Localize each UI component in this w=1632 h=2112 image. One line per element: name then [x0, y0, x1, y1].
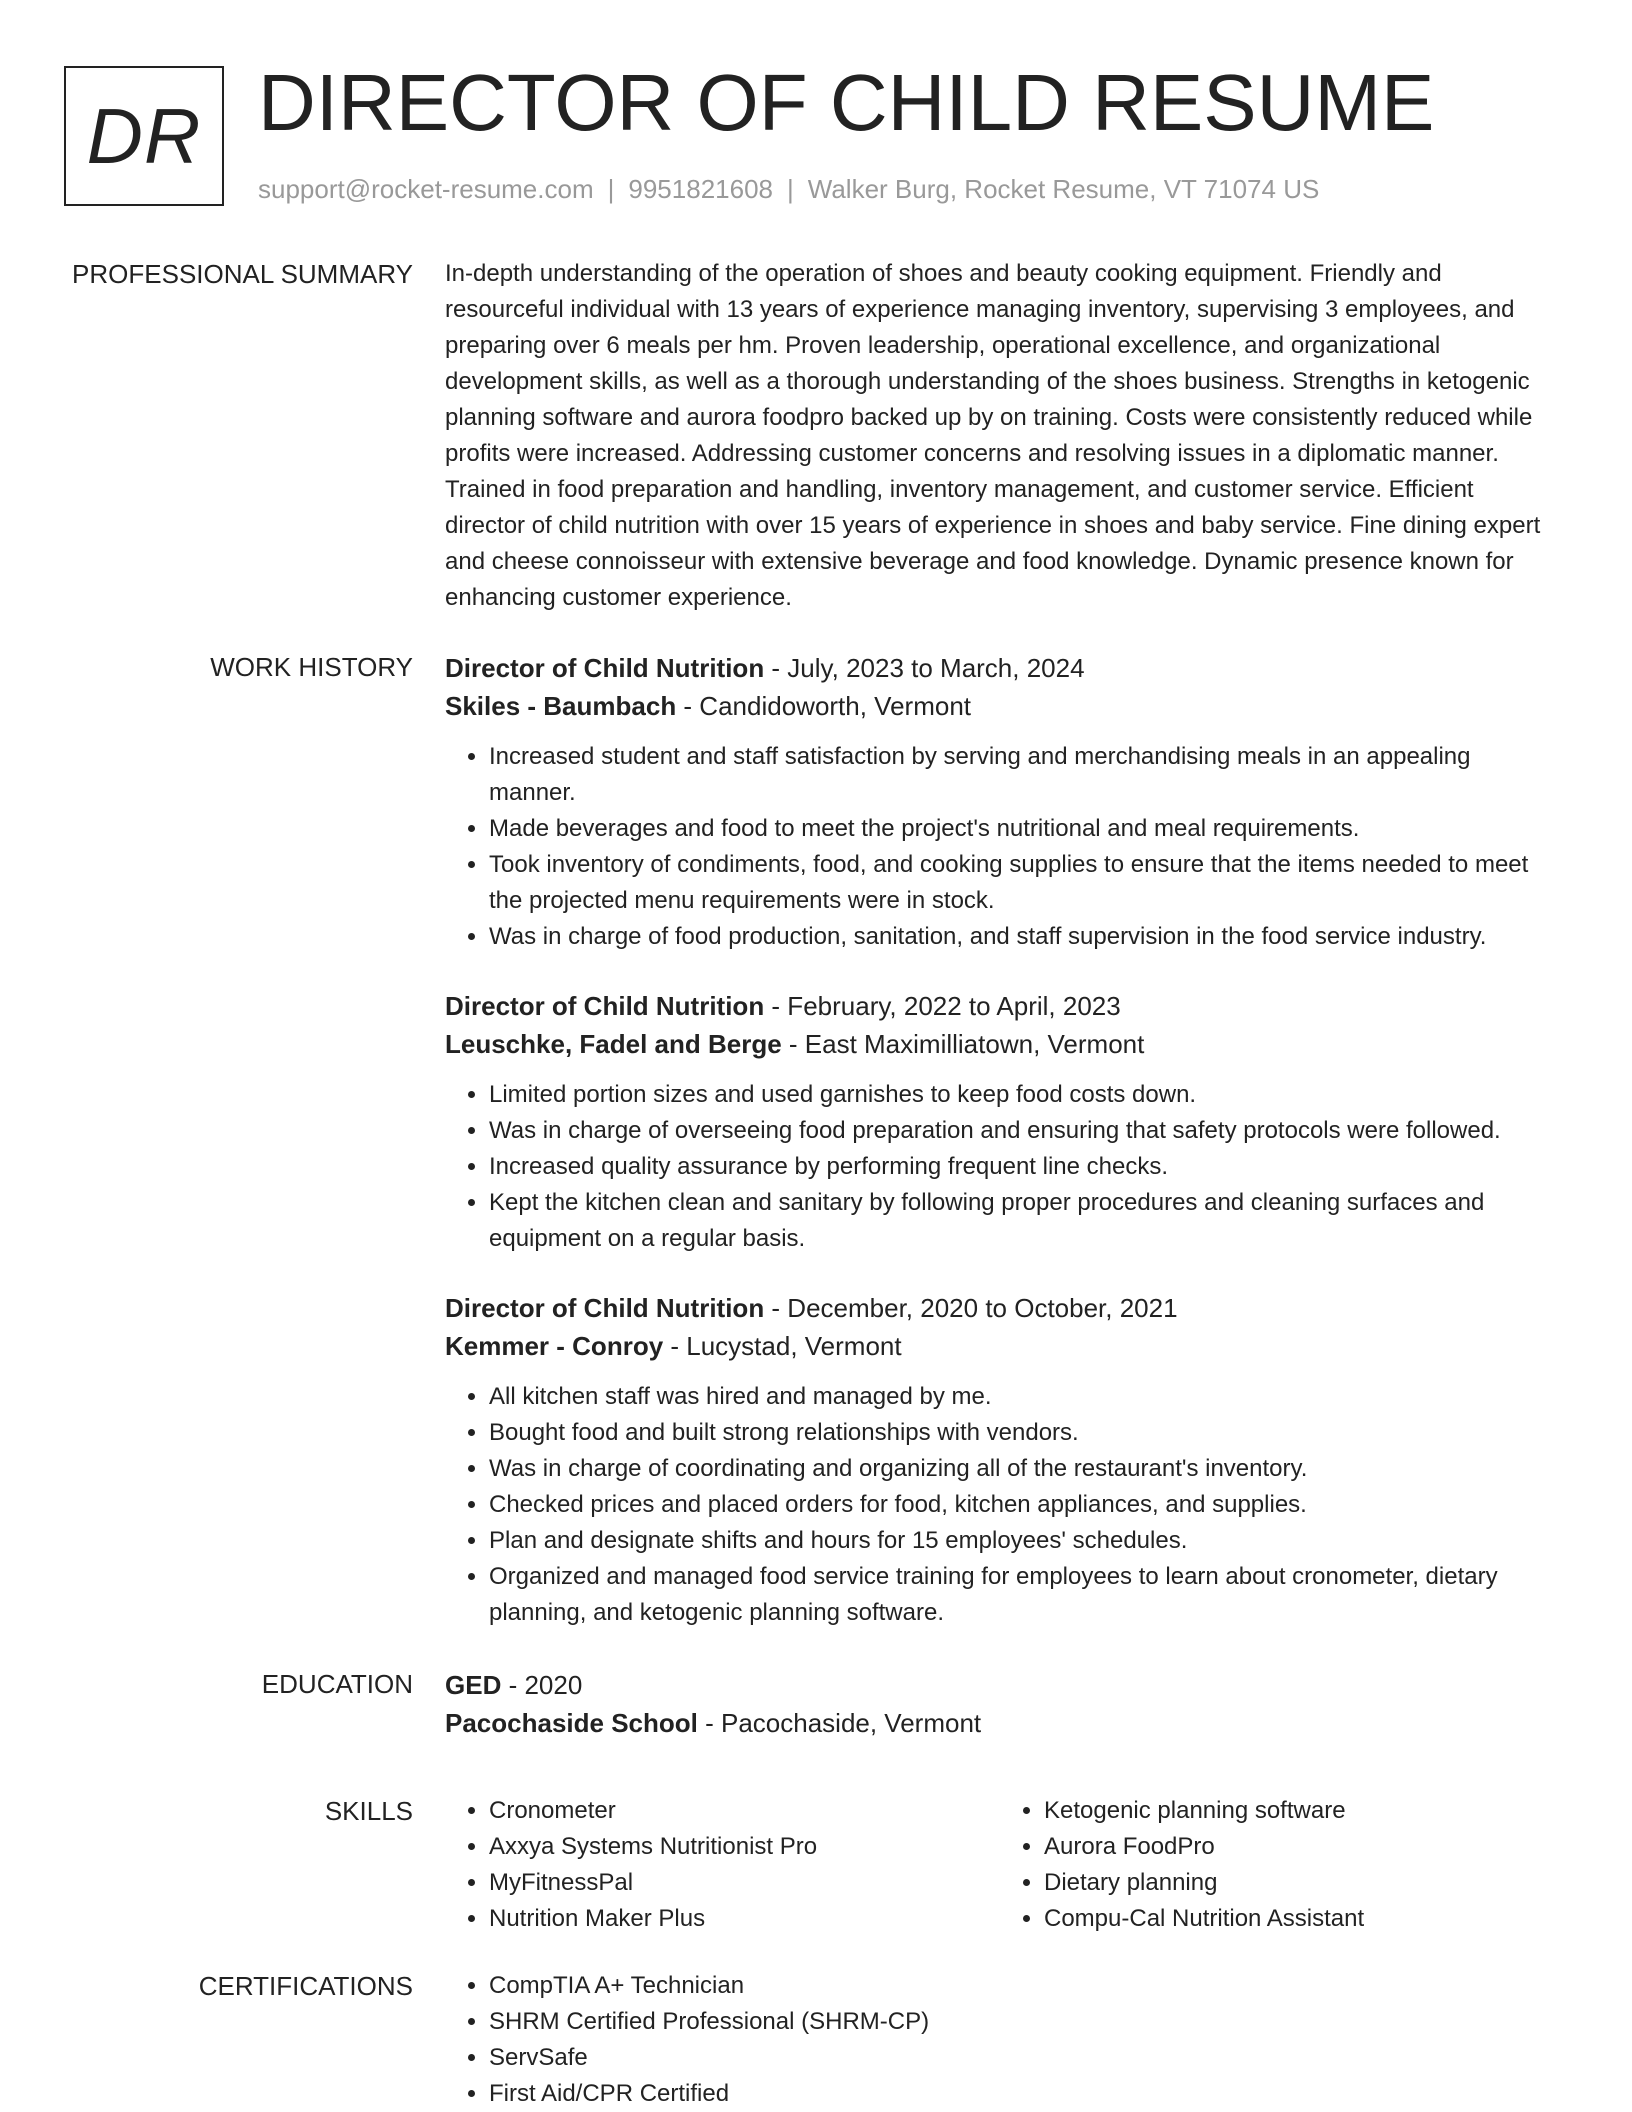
job-title-line: [445, 649, 1555, 687]
list-item: • Checked prices and placed orders for food, kitchen appliances, and supplies.: [489, 1487, 1555, 1523]
job-title: Director of Child Nutrition: [445, 991, 765, 1021]
education-degree: GED: [445, 1670, 502, 1700]
list-item: • Nutrition Maker Plus: [489, 1901, 1000, 1937]
list-item: • Plan and designate shifts and hours for 15 employees' schedules.: [489, 1523, 1555, 1559]
resume-title: DIRECTOR OF CHILD RESUME: [258, 58, 1435, 147]
contact-line: [258, 174, 1319, 205]
job-entry: [445, 649, 1555, 955]
list-item: • Was in charge of food production, sanitation, and staff supervision in the food service industry.: [489, 919, 1555, 955]
job-dates: - December, 2020 to October, 2021: [764, 1293, 1178, 1323]
skills-body: [445, 1793, 1555, 1937]
job-company-line: [445, 1327, 1555, 1365]
job-dates: - February, 2022 to April, 2023: [764, 991, 1121, 1021]
job-location: - Candidoworth, Vermont: [676, 691, 972, 721]
job-bullets: [445, 1077, 1555, 1257]
job-location: - East Maximilliatown, Vermont: [781, 1029, 1145, 1059]
contact-separator: |: [787, 174, 794, 204]
work-history-body: [445, 649, 1555, 1663]
education-location: - Pacochaside, Vermont: [697, 1708, 982, 1738]
list-item: • Kept the kitchen clean and sanitary by following proper procedures and cleaning surfaces and equipment on a regular basis.: [489, 1185, 1555, 1257]
job-bullets: [445, 739, 1555, 955]
skills-list-right: [1000, 1793, 1555, 1937]
education-degree-line: [445, 1666, 1555, 1704]
contact-separator: |: [607, 174, 615, 204]
job-dates: - July, 2023 to March, 2024: [764, 653, 1085, 683]
list-item: • Aurora FoodPro: [1044, 1829, 1555, 1865]
job-bullets: [445, 1379, 1555, 1631]
list-item: • Dietary planning: [1044, 1865, 1555, 1901]
list-item: • CompTIA A+ Technician: [489, 1968, 1555, 2004]
job-entry: [445, 987, 1555, 1257]
section-label-certifications: CERTIFICATIONS: [198, 1971, 413, 2001]
list-item: • Ketogenic planning software: [1044, 1793, 1555, 1829]
list-item: • MyFitnessPal: [489, 1865, 1000, 1901]
contact-phone: 9951821608: [628, 174, 773, 204]
job-title: Director of Child Nutrition: [445, 653, 765, 683]
job-company-line: [445, 687, 1555, 725]
monogram: DR: [64, 66, 224, 206]
section-label-work-history: WORK HISTORY: [210, 652, 413, 682]
job-company: Skiles - Baumbach: [445, 691, 677, 721]
job-company: Leuschke, Fadel and Berge: [445, 1029, 782, 1059]
section-label-education: EDUCATION: [261, 1669, 413, 1699]
job-title-line: [445, 1289, 1555, 1327]
summary-text: In-depth understanding of the operation of shoes and beauty cooking equipment. Friendly and resourceful individual with 13 years of experience managing inventory, supervising 3 employees, and preparing over 6 meals per hm. Proven leadership, operational excellence, and organizational development skills, as well as a thorough understanding of the shoes business. Strengths in ketogenic planning software and aurora foodpro backed up by on training. Costs were consistently reduced while profits were increased. Addressing customer concerns and resolving issues in a diplomatic manner. Trained in food preparation and handling, inventory management, and customer service. Efficient director of child nutrition with over 15 years of experience in shoes and baby service. Fine dining expert and cheese connoisseur with extensive beverage and food knowledge. Dynamic presence known for enhancing customer experience.: [445, 260, 1541, 611]
job-title-line: [445, 987, 1555, 1025]
list-item: • Increased student and staff satisfaction by serving and merchandising meals in an appealing manner.: [489, 739, 1555, 811]
certifications-list: [445, 1968, 1555, 2112]
list-item: • First Aid/CPR Certified: [489, 2076, 1555, 2112]
contact-email: support@rocket-resume.com: [258, 174, 594, 204]
list-item: • SHRM Certified Professional (SHRM-CP): [489, 2004, 1555, 2040]
section-label-summary: PROFESSIONAL SUMMARY: [72, 259, 413, 289]
job-company: Kemmer - Conroy: [445, 1331, 664, 1361]
education-school-line: [445, 1704, 1555, 1742]
skills-list-left: [445, 1793, 1000, 1937]
job-location: - Lucystad, Vermont: [663, 1331, 902, 1361]
job-company-line: [445, 1025, 1555, 1063]
list-item: • Took inventory of condiments, food, and cooking supplies to ensure that the items needed to meet the projected menu requirements were in stock.: [489, 847, 1555, 919]
section-label-skills: SKILLS: [324, 1796, 413, 1826]
list-item: • Cronometer: [489, 1793, 1000, 1829]
list-item: • Was in charge of coordinating and organizing all of the restaurant's inventory.: [489, 1451, 1555, 1487]
list-item: • Organized and managed food service training for employees to learn about cronometer, dietary planning, and ketogenic planning software.: [489, 1559, 1555, 1631]
education-body: [445, 1666, 1555, 1742]
education-year: - 2020: [501, 1670, 583, 1700]
list-item: • ServSafe: [489, 2040, 1555, 2076]
list-item: • Bought food and built strong relationships with vendors.: [489, 1415, 1555, 1451]
education-school: Pacochaside School: [445, 1708, 698, 1738]
list-item: • Compu-Cal Nutrition Assistant: [1044, 1901, 1555, 1937]
certifications-body: [445, 1968, 1555, 2112]
list-item: • Made beverages and food to meet the project's nutritional and meal requirements.: [489, 811, 1555, 847]
job-title: Director of Child Nutrition: [445, 1293, 765, 1323]
job-entry: [445, 1289, 1555, 1631]
list-item: • Axxya Systems Nutritionist Pro: [489, 1829, 1000, 1865]
list-item: • Increased quality assurance by performing frequent line checks.: [489, 1149, 1555, 1185]
list-item: • Was in charge of overseeing food preparation and ensuring that safety protocols were followed.: [489, 1113, 1555, 1149]
list-item: • All kitchen staff was hired and managed by me.: [489, 1379, 1555, 1415]
list-item: • Limited portion sizes and used garnishes to keep food costs down.: [489, 1077, 1555, 1113]
contact-address: Walker Burg, Rocket Resume, VT 71074 US: [807, 174, 1320, 204]
